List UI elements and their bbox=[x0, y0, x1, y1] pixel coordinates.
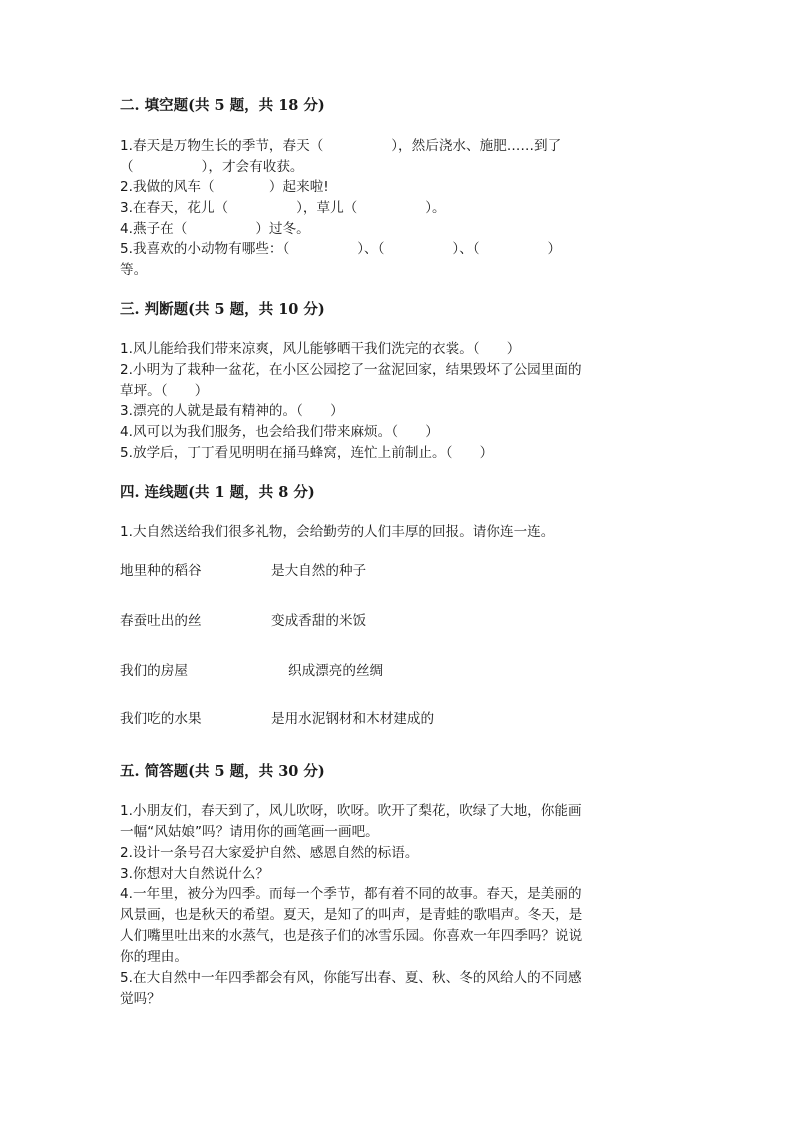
question-line: 觉吗？ bbox=[120, 991, 161, 1007]
true-false-question-3 bbox=[120, 401, 680, 422]
question-line: 一幅“风姑娘”吗？请用你的画笔画一画吧。 bbox=[120, 824, 379, 840]
question-line: 3.漂亮的人就是最有精神的。（ ） bbox=[120, 403, 344, 419]
question-line: 3.你想对大自然说什么？ bbox=[120, 866, 269, 882]
section-title-short-answer: 五. 简答题(共 5 题，共 30 分) bbox=[120, 763, 325, 780]
true-false-question-2 bbox=[120, 360, 680, 402]
question-line: 5.在大自然中一年四季都会有风，你能写出春、夏、秋、冬的风给人的不同感 bbox=[120, 970, 582, 986]
question-line: 2.我做的风车（ ）起来啦! bbox=[120, 179, 329, 195]
short-answer-question-1 bbox=[120, 801, 680, 843]
match-left-item[interactable]: 我们的房屋 bbox=[120, 663, 188, 679]
match-left-item[interactable]: 地里种的稻谷 bbox=[120, 563, 202, 579]
true-false-question-4 bbox=[120, 422, 680, 443]
fill-blank-question-3 bbox=[120, 198, 680, 219]
short-answer-question-5 bbox=[120, 968, 680, 1010]
match-right-item[interactable]: 是用水泥钢材和木材建成的 bbox=[271, 711, 435, 727]
question-line: 4.一年里，被分为四季。而每一个季节，都有着不同的故事。春天，是美丽的 bbox=[120, 886, 582, 902]
question-line: 1.春天是万物生长的季节，春天（ ），然后浇水、施肥……到了 bbox=[120, 138, 562, 154]
question-line: 风景画，也是秋天的希望。夏天，是知了的叫声，是青蛙的歌唱声。冬天，是 bbox=[120, 907, 583, 923]
short-answer-question-3 bbox=[120, 864, 680, 885]
question-line: 3.在春天，花儿（ ），草儿（ ）。 bbox=[120, 200, 446, 216]
section-title-true-false: 三. 判断题(共 5 题，共 10 分) bbox=[120, 301, 325, 318]
fill-blank-question-5 bbox=[120, 239, 680, 281]
section-title-matching: 四. 连线题(共 1 题，共 8 分) bbox=[120, 484, 315, 501]
question-line: 4.燕子在（ ）过冬。 bbox=[120, 221, 310, 237]
question-line: 等。 bbox=[120, 262, 148, 278]
fill-blank-question-4 bbox=[120, 219, 680, 240]
fill-blank-question-1 bbox=[120, 136, 680, 178]
match-right-item[interactable]: 是大自然的种子 bbox=[271, 563, 367, 579]
short-answer-question-2 bbox=[120, 843, 680, 864]
question-line: 人们嘴里吐出来的水蒸气，也是孩子们的冰雪乐园。你喜欢一年四季吗？说说 bbox=[120, 928, 583, 944]
true-false-question-1 bbox=[120, 339, 680, 360]
question-line: 5.放学后，丁丁看见明明在捅马蜂窝，连忙上前制止。（ ） bbox=[120, 445, 494, 461]
question-line: 1.风儿能给我们带来凉爽，风儿能够晒干我们洗完的衣裳。（ ） bbox=[120, 341, 521, 357]
question-line: 4.风可以为我们服务，也会给我们带来麻烦。（ ） bbox=[120, 424, 439, 440]
short-answer-question-4 bbox=[120, 884, 680, 968]
section-title-fill-blank: 二. 填空题(共 5 题，共 18 分) bbox=[120, 97, 325, 114]
question-line: 你的理由。 bbox=[120, 949, 188, 965]
question-line: 2.设计一条号召大家爱护自然、感恩自然的标语。 bbox=[120, 845, 419, 861]
question-line: 1.小朋友们，春天到了，风儿吹呀，吹呀。吹开了梨花，吹绿了大地，你能画 bbox=[120, 803, 582, 819]
match-left-item[interactable]: 春蚕吐出的丝 bbox=[120, 613, 202, 629]
match-left-item[interactable]: 我们吃的水果 bbox=[120, 711, 202, 727]
matching-question-1 bbox=[120, 522, 680, 543]
question-line: 1.大自然送给我们很多礼物，会给勤劳的人们丰厚的回报。请你连一连。 bbox=[120, 524, 555, 540]
question-line: 2.小明为了栽种一盆花，在小区公园挖了一盆泥回家，结果毁坏了公园里面的 bbox=[120, 362, 582, 378]
question-line: 草坪。（ ） bbox=[120, 383, 209, 399]
match-right-item[interactable]: 变成香甜的米饭 bbox=[271, 613, 367, 629]
true-false-question-5 bbox=[120, 443, 680, 464]
question-line: 5.我喜欢的小动物有哪些：（ ）、（ ）、（ ） bbox=[120, 241, 562, 257]
fill-blank-question-2 bbox=[120, 177, 680, 198]
match-right-item[interactable]: 织成漂亮的丝绸 bbox=[288, 663, 384, 679]
question-line: （ ），才会有收获。 bbox=[120, 159, 304, 175]
